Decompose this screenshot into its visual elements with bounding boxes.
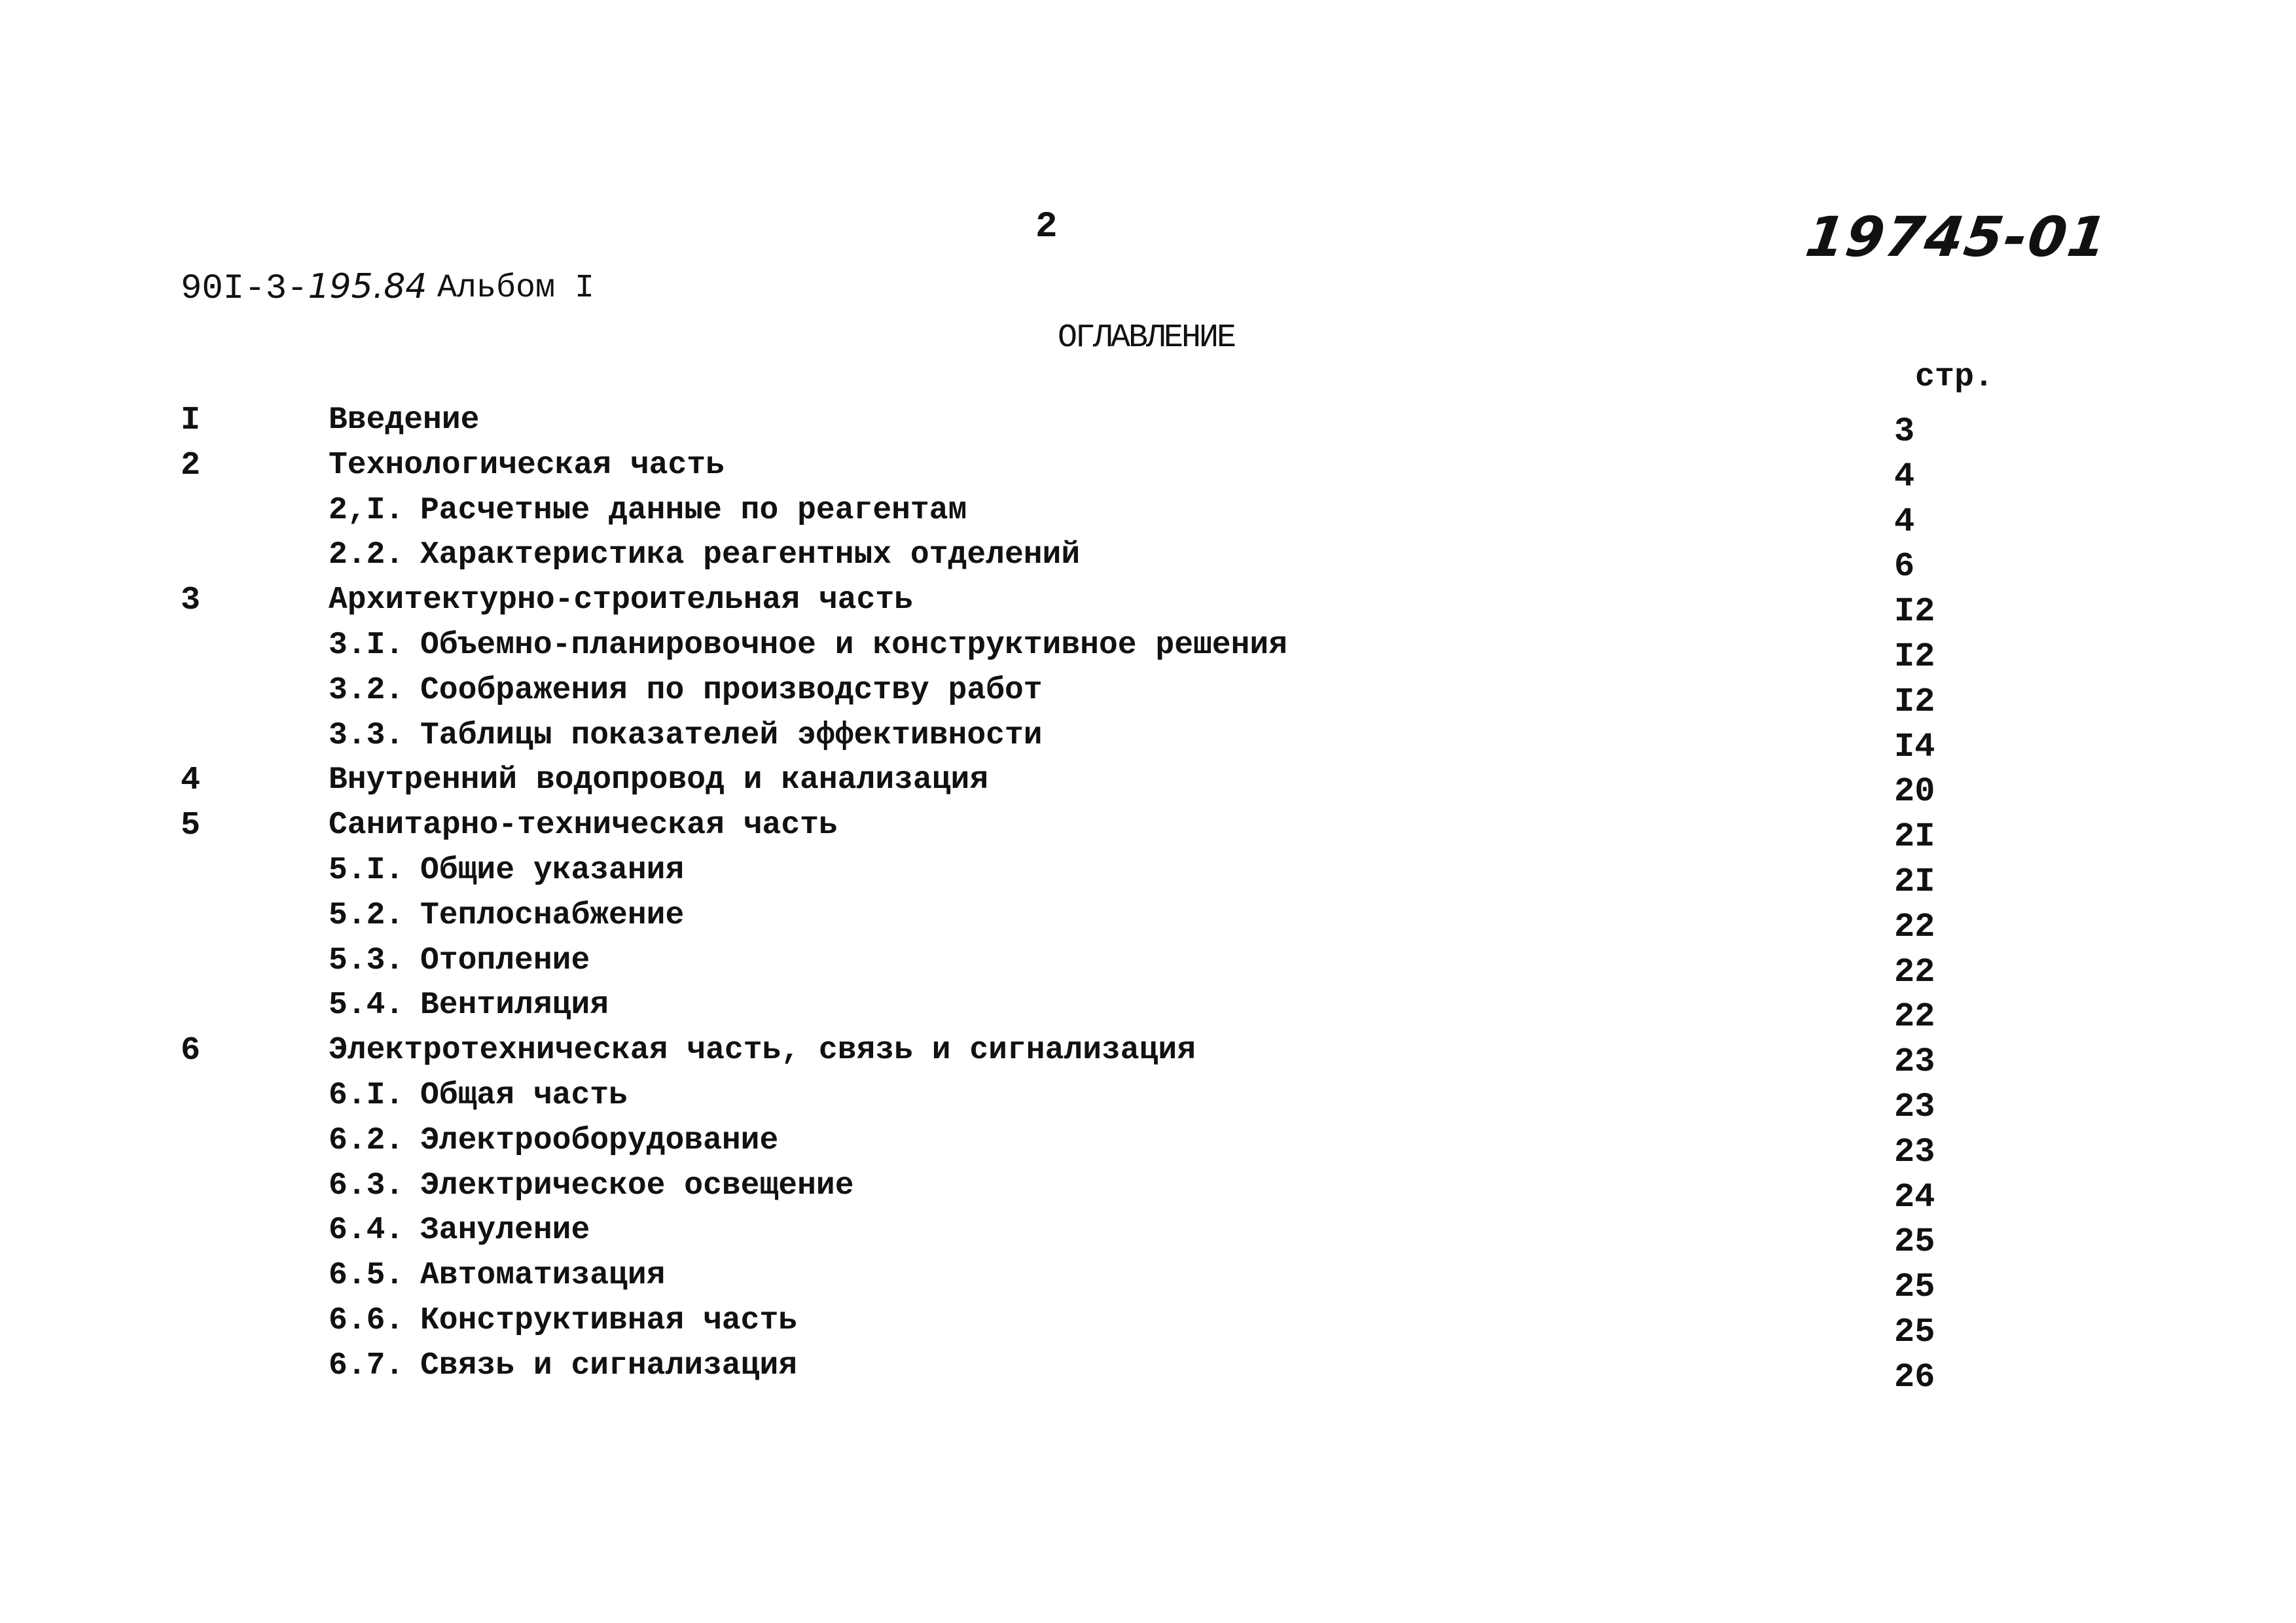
toc-entry-title: Соображения по производству работ <box>420 672 1043 708</box>
toc-page-number: 24 <box>1894 1177 1935 1217</box>
toc-section-number: 3 <box>181 582 201 620</box>
toc-subsection-number: 6.I. <box>329 1077 404 1113</box>
page-column-header: стр. <box>1915 359 1994 396</box>
toc-entry-title: Расчетные данные по реагентам <box>420 492 967 528</box>
toc-section-number: 4 <box>181 762 201 800</box>
toc-subsection-number: 6.4. <box>329 1213 404 1249</box>
toc-row <box>181 764 1987 810</box>
toc-row <box>181 492 1987 541</box>
toc-entry-title: Характеристика реагентных отделений <box>420 537 1081 573</box>
toc-page-number: 25 <box>1894 1268 1935 1307</box>
toc-entry-title: Объемно-планировочное и конструктивное решения <box>420 627 1288 663</box>
toc-subsection-number: 6.7. <box>329 1347 404 1383</box>
toc-entry-title: Зануление <box>420 1213 590 1249</box>
toc-page-number: 25 <box>1894 1312 1935 1351</box>
toc-entry-title: Теплоснабжение <box>420 897 685 933</box>
document-code <box>181 267 427 309</box>
toc-entry-title: Санитарно-техническая часть <box>329 808 838 844</box>
toc-page-number: 23 <box>1894 1043 1935 1082</box>
toc-page-number: 22 <box>1894 997 1935 1037</box>
toc-page-number: 23 <box>1894 1132 1935 1171</box>
toc-page-number: 2I <box>1894 862 1935 901</box>
toc-entry <box>329 1258 666 1294</box>
toc-row <box>181 942 1987 991</box>
toc-page-number: 4 <box>1894 502 1915 541</box>
toc-section-number: 2 <box>181 446 201 484</box>
toc-row <box>181 1170 1987 1215</box>
toc-entry <box>329 1347 798 1383</box>
toc-subsection-number: 2.2. <box>329 537 404 573</box>
toc-entry <box>329 808 838 844</box>
toc-row <box>181 1122 1987 1171</box>
toc-entry-title: Связь и сигнализация <box>420 1347 798 1383</box>
toc-page-number: 22 <box>1894 907 1935 946</box>
toc-entry <box>329 447 725 483</box>
toc-row <box>181 404 1987 450</box>
toc-entry <box>329 1302 798 1338</box>
toc-entry-title: Архитектурно-строительная часть <box>329 582 913 618</box>
album-label: Альбом I <box>437 270 595 307</box>
toc-row <box>181 1032 1987 1082</box>
toc-entry <box>329 897 685 933</box>
toc-entry <box>329 672 1043 708</box>
toc-subsection-number: 6.3. <box>329 1168 404 1204</box>
toc-row <box>181 1260 1987 1305</box>
toc-row <box>181 807 1987 857</box>
toc-entry-title: Введение <box>329 402 480 438</box>
toc-section-number: I <box>181 402 201 439</box>
toc-row <box>181 1302 1987 1351</box>
toc-row <box>181 584 1987 630</box>
toc-row <box>181 1347 1987 1397</box>
toc-entry <box>329 1122 779 1158</box>
toc-entry <box>329 539 1080 571</box>
toc-entry <box>329 1170 854 1202</box>
toc-entry-title: Внутренний водопровод и канализация <box>329 762 989 798</box>
toc-page-number: 26 <box>1894 1357 1935 1397</box>
toc-subsection-number: 3.3. <box>329 717 404 753</box>
toc-section-number: 6 <box>181 1032 201 1070</box>
toc-entry <box>329 1213 590 1249</box>
table-of-contents <box>181 404 1987 1395</box>
toc-row <box>181 852 1987 901</box>
toc-page-number: 2I <box>1894 817 1935 857</box>
toc-entry <box>329 627 1288 663</box>
toc-row <box>181 627 1987 676</box>
toc-entry-title: Электрическое освещение <box>420 1168 854 1204</box>
toc-entry-title: Конструктивная часть <box>420 1302 798 1338</box>
toc-entry <box>329 492 967 528</box>
toc-row <box>181 446 1987 496</box>
toc-subsection-number: 2,I. <box>329 492 404 528</box>
toc-subsection-number: 5.2. <box>329 897 404 933</box>
toc-entry <box>329 1033 1196 1069</box>
toc-entry <box>329 717 1043 753</box>
toc-subsection-number: 6.5. <box>329 1258 404 1294</box>
toc-page-number: I2 <box>1894 592 1935 632</box>
toc-page-number: 20 <box>1894 772 1935 812</box>
document-code-handwritten: 195.84 <box>308 267 427 306</box>
toc-subsection-number: 3.I. <box>329 627 404 663</box>
toc-entry <box>329 1077 628 1113</box>
handwritten-document-number: 19745-01 <box>1802 205 2112 269</box>
toc-entry-title: Электрооборудование <box>420 1122 779 1158</box>
page-number: 2 <box>1035 205 1058 247</box>
toc-section-number: 5 <box>181 807 201 845</box>
toc-page-number: I4 <box>1894 727 1935 766</box>
toc-page-number: 6 <box>1894 547 1915 586</box>
toc-page-number: 22 <box>1894 952 1935 991</box>
toc-subsection-number: 5.4. <box>329 988 404 1024</box>
toc-row <box>181 717 1987 766</box>
toc-page-number: 3 <box>1894 412 1915 451</box>
toc-entry-title: Автоматизация <box>420 1258 666 1294</box>
toc-entry-title: Общие указания <box>420 852 685 888</box>
toc-entry-title: Вентиляция <box>420 988 609 1024</box>
toc-title: ОГЛАВЛЕНИЕ <box>1058 319 1235 357</box>
toc-page-number: 25 <box>1894 1222 1935 1262</box>
toc-row <box>181 990 1987 1035</box>
toc-page-number: I2 <box>1894 682 1935 721</box>
toc-subsection-number: 6.2. <box>329 1122 404 1158</box>
toc-entry-title: Общая часть <box>420 1077 628 1113</box>
document-code-printed: 90I-3- <box>181 269 308 309</box>
toc-page-number: 4 <box>1894 457 1915 496</box>
toc-row <box>181 897 1987 946</box>
toc-entry-title: Таблицы показателей эффективности <box>420 717 1043 753</box>
toc-entry-title: Электротехническая часть, связь и сигнализация <box>329 1033 1196 1069</box>
toc-entry <box>329 404 479 436</box>
toc-row <box>181 539 1987 584</box>
toc-page-number: I2 <box>1894 637 1935 676</box>
toc-entry <box>329 852 685 888</box>
toc-subsection-number: 5.3. <box>329 942 404 978</box>
toc-entry-title: Технологическая часть <box>329 447 725 483</box>
toc-entry <box>329 584 913 616</box>
toc-entry <box>329 988 609 1024</box>
toc-entry <box>329 764 988 796</box>
toc-page-number: 23 <box>1894 1087 1935 1126</box>
toc-row <box>181 1215 1987 1260</box>
toc-subsection-number: 3.2. <box>329 672 404 708</box>
toc-subsection-number: 6.6. <box>329 1302 404 1338</box>
toc-subsection-number: 5.I. <box>329 852 404 888</box>
toc-entry-title: Отопление <box>420 942 590 978</box>
toc-row <box>181 1077 1987 1126</box>
toc-entry <box>329 942 590 978</box>
toc-row <box>181 672 1987 721</box>
